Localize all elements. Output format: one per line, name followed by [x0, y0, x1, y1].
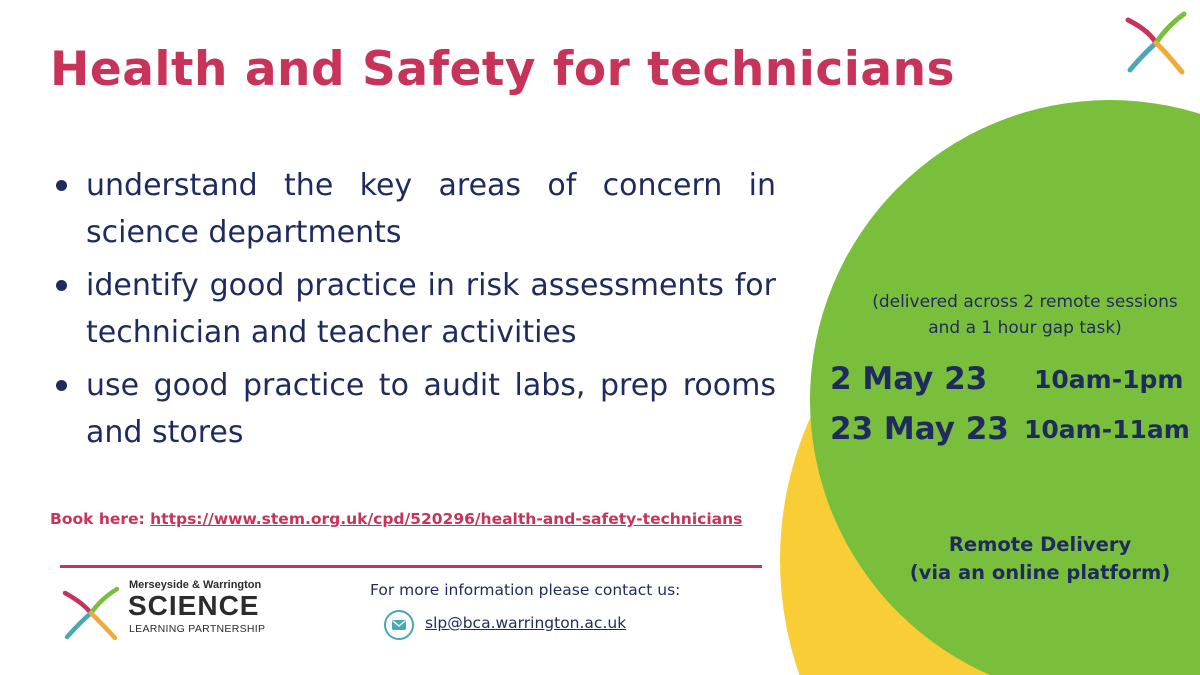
session-2-date: 23 May 23	[830, 411, 1009, 447]
list-item	[50, 262, 776, 356]
list-item	[50, 162, 776, 256]
bullet-text: understand the key areas of concern in science departments	[86, 168, 776, 250]
slp-logo-mark-icon	[62, 585, 120, 641]
mail-icon	[384, 610, 414, 640]
session-2-time: 10am-11am	[1024, 415, 1190, 444]
booking-link[interactable]: https://www.stem.org.uk/cpd/520296/health-and-safety-technicians	[150, 510, 743, 528]
booking-label: Book here:	[50, 510, 145, 528]
logo-region-text: Merseyside & Warrington	[129, 579, 262, 591]
contact-email-link[interactable]: slp@bca.warrington.ac.uk	[425, 614, 627, 632]
booking-line	[50, 510, 742, 528]
logo-science-text: SCIENCE	[128, 590, 260, 621]
bullet-list	[50, 162, 776, 462]
envelope-icon	[392, 620, 406, 630]
bullet-dot	[56, 280, 67, 291]
session-1-date: 2 May 23	[830, 361, 988, 397]
contact-heading: For more information please contact us:	[370, 581, 681, 599]
page-title: Health and Safety for technicians	[50, 42, 956, 97]
bullet-text: use good practice to audit labs, prep rooms and stores	[86, 368, 776, 450]
bullet-dot	[56, 180, 67, 191]
bullet-text: identify good practice in risk assessments for technician and teacher activities	[86, 268, 776, 350]
logo-partnership-text: LEARNING PARTNERSHIP	[129, 623, 266, 635]
delivery-note: (delivered across 2 remote sessions and a 1 hour gap task)	[872, 292, 1178, 338]
remote-delivery-subtitle: (via an online platform)	[909, 561, 1171, 584]
remote-delivery-note	[895, 531, 1185, 587]
slp-logo	[62, 579, 277, 641]
list-item	[50, 362, 776, 456]
slp-corner-logo-icon	[1124, 10, 1188, 76]
divider	[60, 565, 762, 568]
remote-delivery-title: Remote Delivery	[948, 533, 1132, 556]
session-1-time: 10am-1pm	[1034, 365, 1184, 394]
bullet-dot	[56, 380, 67, 391]
